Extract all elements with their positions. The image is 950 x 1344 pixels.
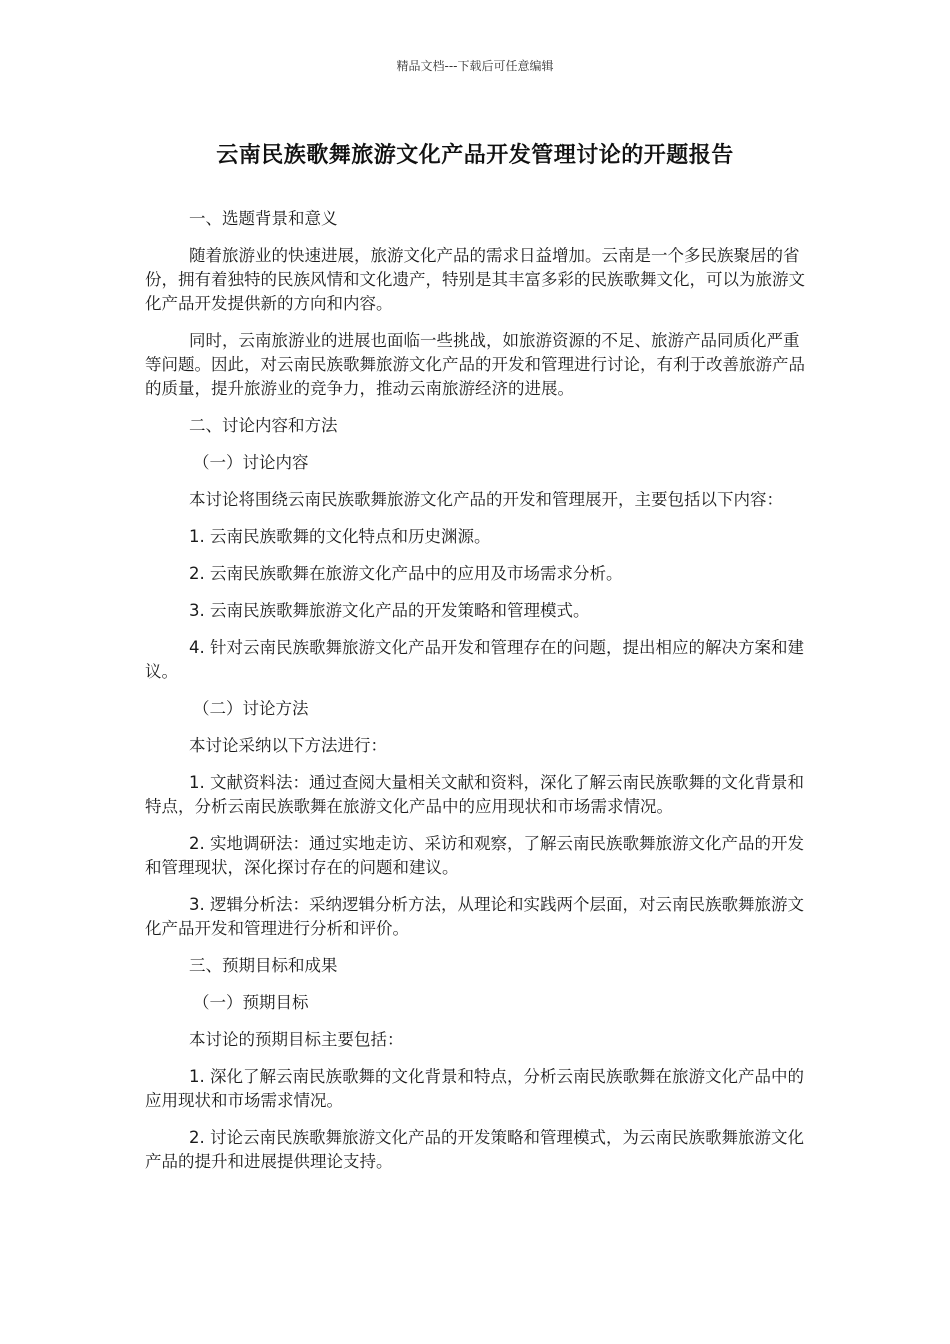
paragraph: 随着旅游业的快速进展，旅游文化产品的需求日益增加。云南是一个多民族聚居的省份，拥有着独特的民族风情和文化遗产，特别是其丰富多彩的民族歌舞文化，可以为旅游文化产品开发提供新的方向和内容。 bbox=[145, 246, 805, 313]
section-heading: 一、选题背景和意义 bbox=[189, 209, 338, 228]
document-title: 云南民族歌舞旅游文化产品开发管理讨论的开题报告 bbox=[216, 143, 734, 168]
subsection-heading: （一）讨论内容 bbox=[193, 453, 309, 472]
list-item: 2. 实地调研法：通过实地走访、采访和观察，了解云南民族歌舞旅游文化产品的开发和管理现状，深化探讨存在的问题和建议。 bbox=[145, 834, 804, 877]
list-item: 2. 云南民族歌舞在旅游文化产品中的应用及市场需求分析。 bbox=[189, 564, 623, 583]
list-item: 3. 云南民族歌舞旅游文化产品的开发策略和管理模式。 bbox=[189, 601, 590, 620]
paragraph: 本讨论采纳以下方法进行： bbox=[189, 736, 387, 755]
list-item: 1. 深化了解云南民族歌舞的文化背景和特点，分析云南民族歌舞在旅游文化产品中的应用现状和市场需求情况。 bbox=[145, 1067, 804, 1110]
header-note: 精品文档---下载后可任意编辑 bbox=[396, 59, 554, 73]
subsection-heading: （二）讨论方法 bbox=[193, 699, 309, 718]
list-item: 3. 逻辑分析法：采纳逻辑分析方法，从理论和实践两个层面，对云南民族歌舞旅游文化产品开发和管理进行分析和评价。 bbox=[145, 895, 804, 938]
list-item: 4. 针对云南民族歌舞旅游文化产品开发和管理存在的问题，提出相应的解决方案和建议。 bbox=[145, 638, 804, 681]
section-heading: 二、讨论内容和方法 bbox=[189, 416, 338, 435]
list-item: 1. 文献资料法：通过查阅大量相关文献和资料，深化了解云南民族歌舞的文化背景和特点，分析云南民族歌舞在旅游文化产品中的应用现状和市场需求情况。 bbox=[145, 773, 804, 816]
list-item: 1. 云南民族歌舞的文化特点和历史渊源。 bbox=[189, 527, 491, 546]
paragraph: 本讨论将围绕云南民族歌舞旅游文化产品的开发和管理展开，主要包括以下内容： bbox=[189, 490, 783, 509]
section-heading: 三、预期目标和成果 bbox=[189, 956, 338, 975]
paragraph: 同时，云南旅游业的进展也面临一些挑战，如旅游资源的不足、旅游产品同质化严重等问题。因此，对云南民族歌舞旅游文化产品的开发和管理进行讨论，有利于改善旅游产品的质量，提升旅游业的竞争力，推动云南旅游经济的进展。 bbox=[145, 331, 805, 398]
list-item: 2. 讨论云南民族歌舞旅游文化产品的开发策略和管理模式，为云南民族歌舞旅游文化产品的提升和进展提供理论支持。 bbox=[145, 1128, 804, 1171]
paragraph: 本讨论的预期目标主要包括： bbox=[189, 1030, 404, 1049]
subsection-heading: （一）预期目标 bbox=[193, 993, 309, 1012]
document-body bbox=[145, 207, 810, 1187]
